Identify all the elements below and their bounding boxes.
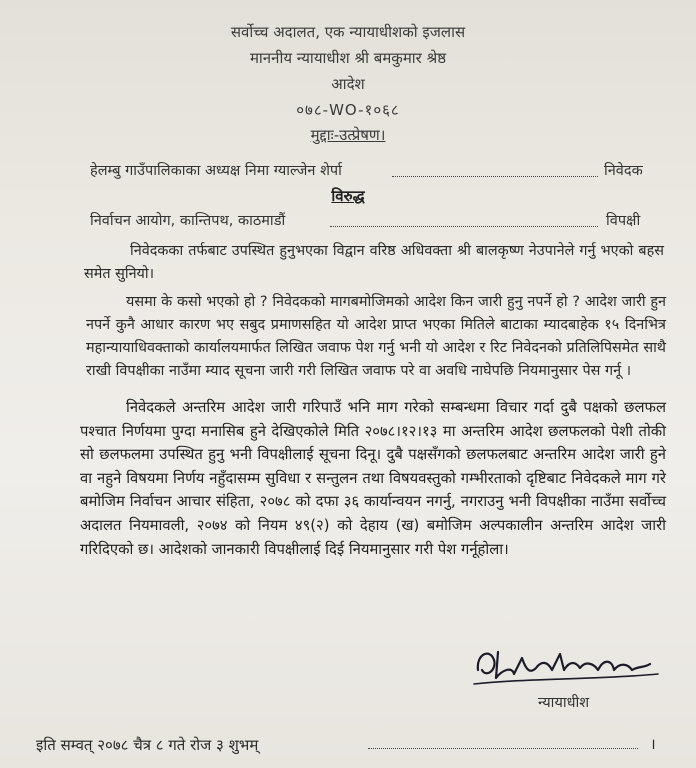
case-subject: मुद्दाः-उत्प्रेषण। — [310, 126, 386, 144]
order-date-line: इति सम्वत् २०७८ चैत्र ८ गते रोज ३ शुभम् — [36, 736, 259, 754]
petitioner-name: हेलम्बु गाउँपालिकाका अध्यक्ष निमा ग्याल्जेन शेर्पा — [90, 163, 342, 179]
judge-signature — [472, 640, 662, 690]
court-name: सर्वोच्च अदालत, एक न्यायाधीशको इजलास — [230, 23, 466, 41]
date-dotted-line — [368, 748, 638, 749]
respondent-name: निर्वाचन आयोग, कान्तिपथ, काठमाडौं — [90, 213, 286, 229]
paragraph-hearing: निवेदकका तर्फबाट उपस्थित हुनुभएका विद्वान वरिष्ठ अधिवक्ता श्री बालकृष्ण नेउपानेले गर्नु भएको बहस समेत सुनियो। — [84, 243, 664, 282]
paragraph-show-cause: यसमा के कसो भएको हो ? निवेदकको मागबमोजिमको आदेश किन जारी हुनु नपर्ने हो ? आदेश जारी हुन नपर्ने कुनै आधार कारण भए सबुद प्रमाणसहित यो आदेश प्राप्त भएका मितिले बाटाका म्यादबाहेक १५ दिनभित्र महान्यायाधिवक्ताको कार्यालयमार्फत लिखित जवाफ पेश गर्नु भनी यो आदेश र रिट निवेदनको प्रतिलिपिसमेत साथै राखी विपक्षीका नाउँमा म्याद सूचना जारी गरी लिखित जवाफ परे वा अवधि नाघेपछि नियमानुसार पेस गर्नू । — [86, 294, 666, 379]
judge-name-line: माननीय न्यायाधीश श्री बमकुमार श्रेष्ठ — [249, 49, 447, 67]
respondent-dotted-line — [330, 226, 598, 227]
case-number: ०७८-WO-१०६८ — [296, 101, 400, 119]
petitioner-role: निवेदक — [604, 163, 643, 179]
order-title: आदेश — [331, 75, 365, 93]
paragraph-interim-order: निवेदकले अन्तरिम आदेश जारी गरिपाउँ भनि माग गरेको सम्बन्धमा विचार गर्दा दुबै पक्षको छलफल पश्चात निर्णयमा पुग्दा मनासिब हुने देखिएकोले मिति २०७८।१२।१३ मा अन्तरिम आदेश छलफलको पेशी तोकी सो छलफलमा उपस्थित हुनु भनी विपक्षीलाई सूचना दिनू। दुबै पक्षसँगको छलफलबाट अन्तरिम आदेश जारी हुने वा नहुने विषयमा निर्णय नहुँदासम्म सुविधा र सन्तुलन तथा विषयवस्तुको गम्भीरताको दृष्टिबाट निवेदकले माग गरे बमोजिम निर्वाचन आचार संहिता, २०७८ को दफा ३६ कार्यान्वयन नगर्नु, नगराउनु भनी विपक्षीका नाउँमा सर्वोच्च अदालत नियमावली, २०७४ को नियम ४९(२) को देहाय (ख) बमोजिम अल्पकालीन अन्तरिम आदेश जारी गरिदिएको छ। आदेशको जानकारी विपक्षीलाई दिई नियमानुसार गरी पेश गर्नूहोला। — [80, 399, 666, 558]
versus-heading: विरुद्ध — [331, 187, 365, 205]
respondent-role: विपक्षी — [606, 213, 641, 229]
petitioner-dotted-line — [392, 176, 598, 177]
end-mark: । — [650, 735, 656, 753]
judge-title: न्यायाधीश — [538, 695, 590, 711]
